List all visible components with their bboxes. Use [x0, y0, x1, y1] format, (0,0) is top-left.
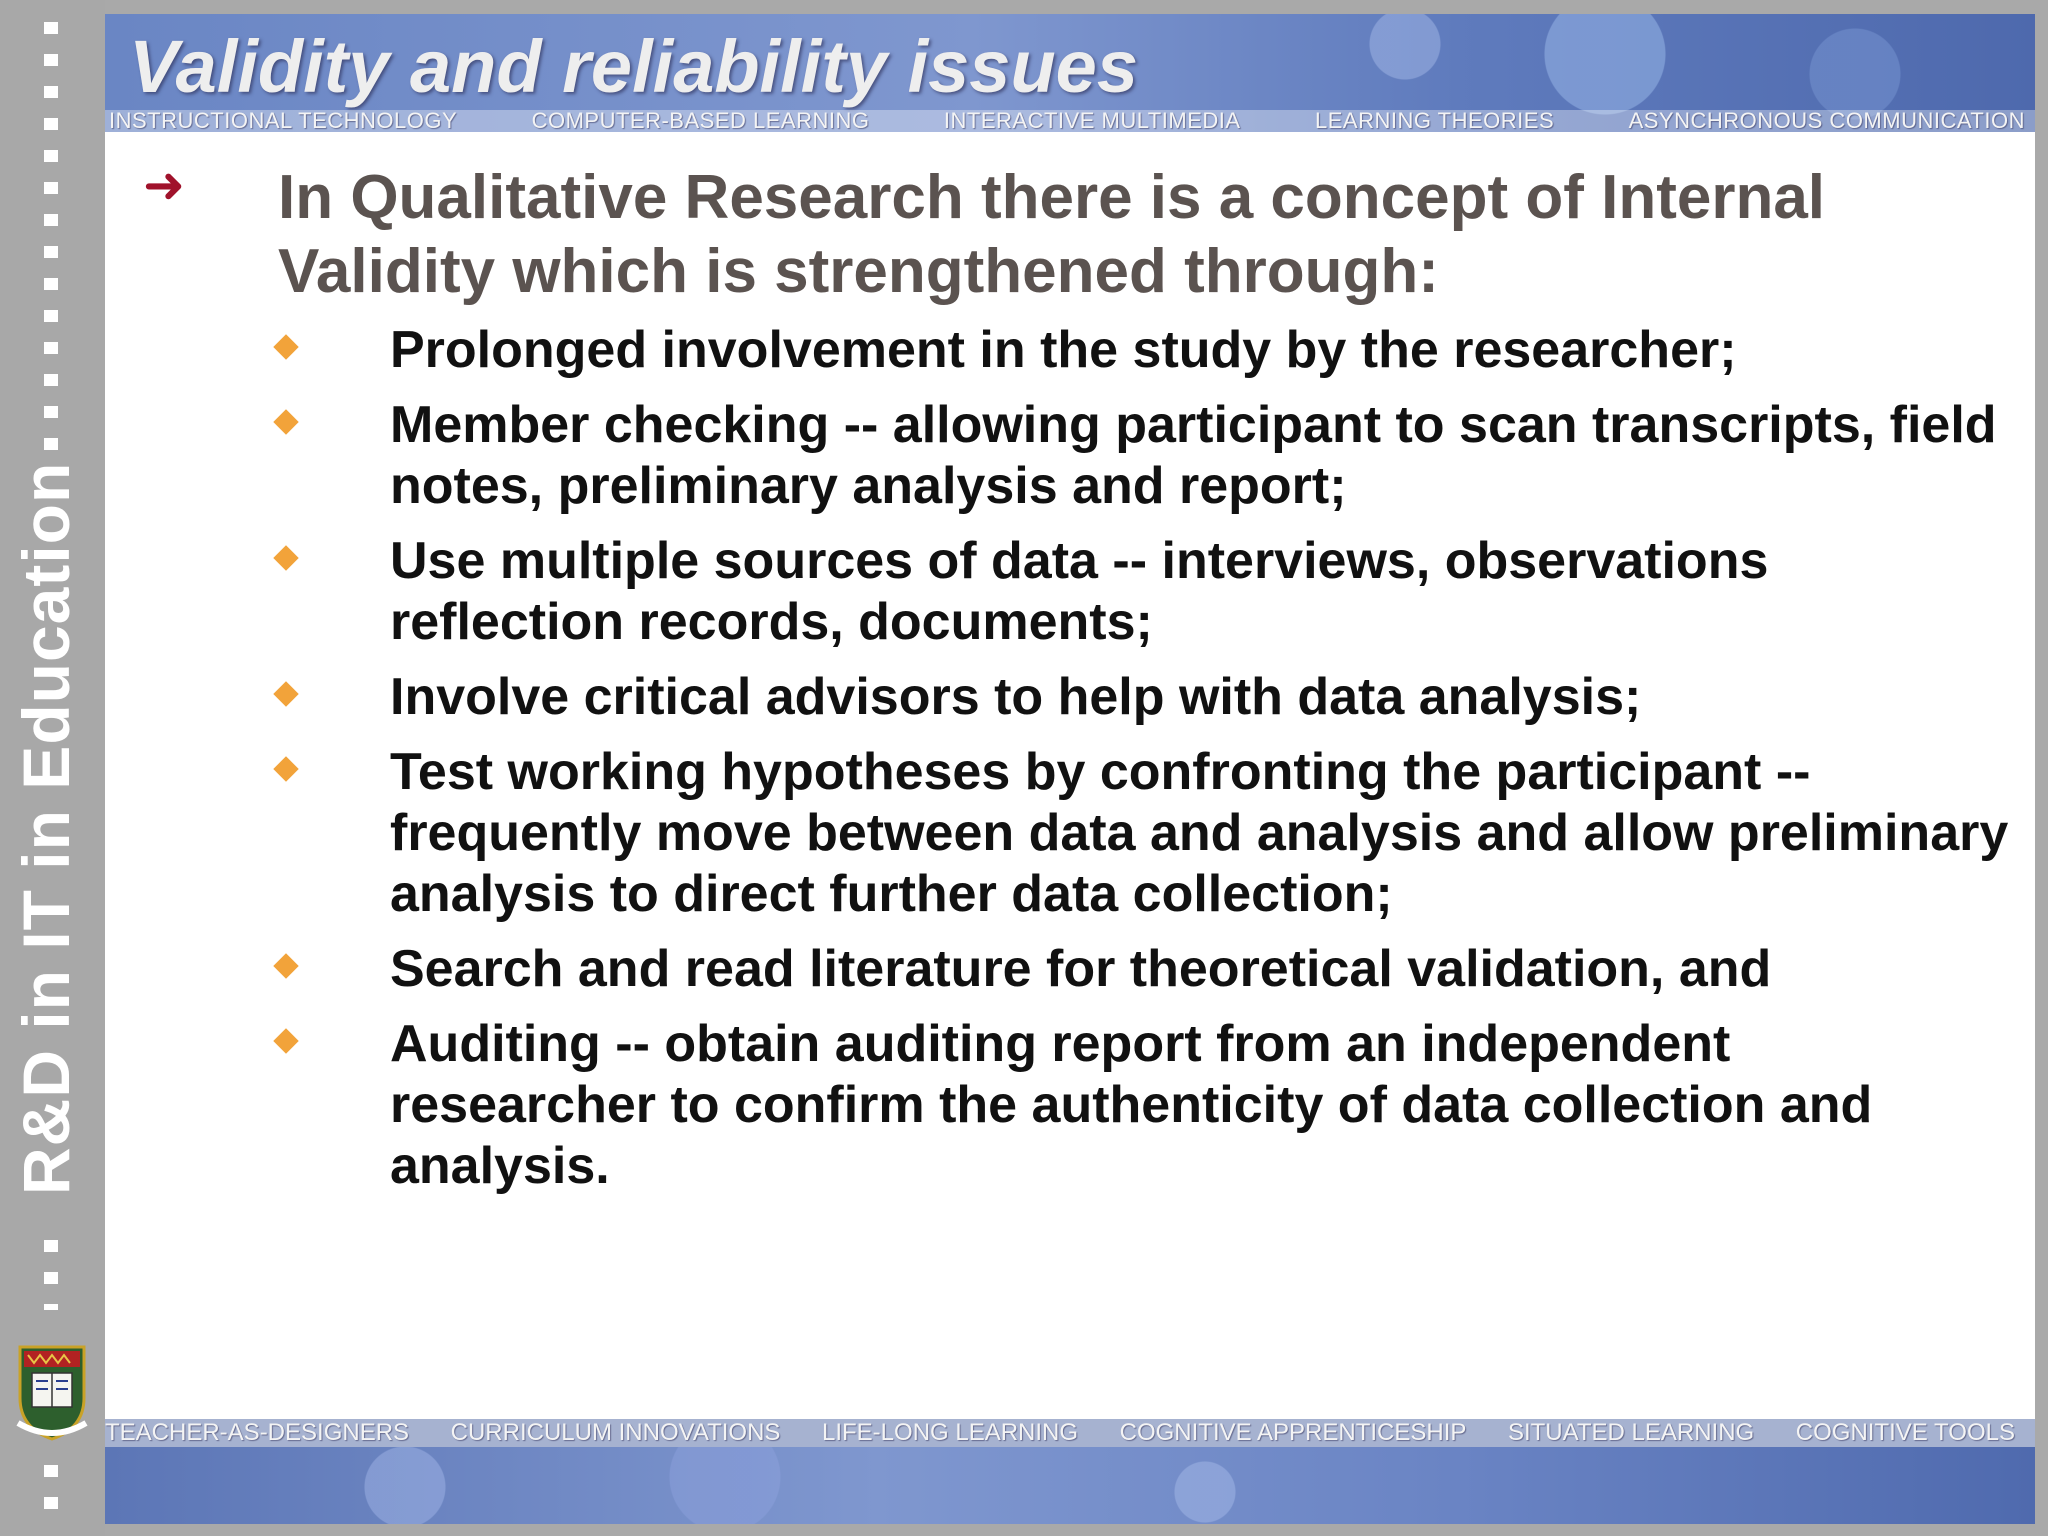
list-item: [105, 395, 2035, 517]
diamond-bullet-icon: [273, 756, 298, 781]
footer-topic: TEACHER-AS-DESIGNERS: [105, 1419, 410, 1446]
university-crest-icon: [14, 1343, 90, 1443]
list-item: [105, 531, 2035, 653]
diamond-bullet-icon: [273, 953, 298, 978]
list-item: [105, 320, 2035, 381]
main-point-text: In Qualitative Research there is a concept of Internal Validity which is strengthened through:: [278, 163, 1826, 306]
header-topic: INTERACTIVE MULTIMEDIA: [943, 108, 1241, 133]
bullet-text: Use multiple sources of data -- interviews, observations reflection records, documents;: [390, 532, 1769, 651]
diamond-bullet-icon: [273, 545, 298, 570]
arrow-bullet-icon: ➜: [143, 157, 185, 213]
header-topic: LEARNING THEORIES: [1314, 108, 1555, 133]
rail-dots-decoration: [44, 22, 58, 462]
header-topic: INSTRUCTIONAL TECHNOLOGY: [109, 108, 458, 133]
diamond-bullet-icon: [273, 681, 298, 706]
list-item: [105, 939, 2035, 1000]
rail-dots-decoration: [44, 1465, 58, 1525]
bullet-list: [105, 320, 2035, 1211]
left-rail: [0, 0, 105, 1536]
bullet-text: Auditing -- obtain auditing report from an independent researcher to confirm the authenticity of data collection and analysis.: [390, 1015, 1873, 1195]
list-item: [105, 667, 2035, 728]
footer-topic: SITUATED LEARNING: [1507, 1419, 1755, 1446]
diamond-bullet-icon: [273, 409, 298, 434]
diamond-bullet-icon: [273, 1028, 298, 1053]
bullet-text: Test working hypotheses by confronting the participant -- frequently move between data and analysis and allow preliminary analysis to direct further data collection;: [390, 743, 2009, 923]
bullet-text: Prolonged involvement in the study by the researcher;: [390, 321, 1737, 379]
slide-header-banner: [105, 14, 2035, 132]
header-topic: COMPUTER-BASED LEARNING: [531, 108, 870, 133]
header-topic: ASYNCHRONOUS COMMUNICATION: [1628, 108, 2025, 133]
bullet-text: Search and read literature for theoretical validation, and: [390, 940, 1772, 998]
footer-topic: COGNITIVE APPRENTICESHIP: [1119, 1419, 1467, 1446]
slide: [105, 14, 2035, 1524]
slide-title: Validity and reliability issues: [129, 25, 1138, 108]
footer-topic: COGNITIVE TOOLS: [1795, 1419, 2015, 1446]
list-item: [105, 742, 2035, 925]
diamond-bullet-icon: [273, 334, 298, 359]
bullet-text: Involve critical advisors to help with data analysis;: [390, 668, 1642, 726]
footer-topic-strip: [105, 1419, 2035, 1447]
slide-footer-banner: [105, 1447, 2035, 1524]
list-item: [105, 1014, 2035, 1197]
rail-vertical-label: R&D in IT in Education: [9, 461, 83, 1195]
bullet-text: Member checking -- allowing participant to scan transcripts, field notes, preliminary analysis and report;: [390, 396, 1997, 515]
footer-topic: CURRICULUM INNOVATIONS: [450, 1419, 781, 1446]
header-topic-strip: [105, 110, 2035, 132]
footer-topic: LIFE-LONG LEARNING: [822, 1419, 1079, 1446]
rail-dots-decoration: [44, 1240, 58, 1310]
